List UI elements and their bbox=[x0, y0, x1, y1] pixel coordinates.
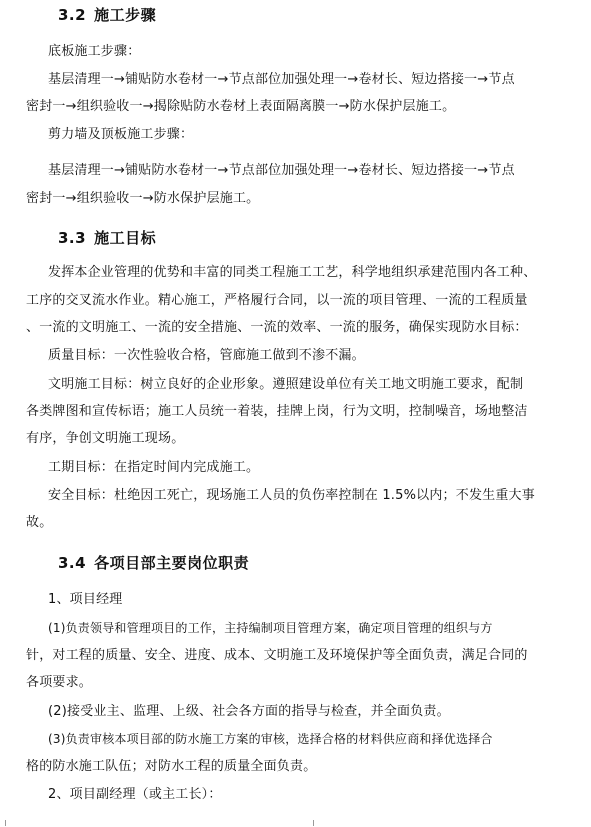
intro-line-3: 、一流的文明施工、一流的安全措施、一流的效率、一流的服务，确保实现防水目标： bbox=[26, 320, 528, 335]
safety-goal-line-1: 安全目标：杜绝因工死亡，现场施工人员的负伤率控制在 1.5%以内；不发生重大事 bbox=[48, 488, 535, 503]
section-title: 各项目部主要岗位职责 bbox=[94, 554, 250, 572]
page-corner-mark bbox=[5, 820, 12, 826]
wall-steps-label: 剪力墙及顶板施工步骤： bbox=[48, 127, 194, 142]
manager-heading: 1、项目经理 bbox=[48, 592, 123, 607]
manager-item-1-line-2: 针，对工程的质量、安全、进度、成本、文明施工及环境保护等全面负责，满足合同的 bbox=[26, 648, 528, 663]
civil-goal-line-3: 有序，争创文明施工现场。 bbox=[26, 431, 185, 446]
section-heading-3-4 bbox=[58, 552, 249, 573]
section-title: 施工步骤 bbox=[94, 6, 157, 24]
page-corner-mark bbox=[313, 820, 320, 826]
wall-steps-line-2: 密封一→组织验收一→防水保护层施工。 bbox=[26, 191, 260, 206]
manager-item-1-line-3: 各项要求。 bbox=[26, 675, 93, 690]
floor-steps-label: 底板施工步骤： bbox=[48, 44, 141, 59]
manager-item-3-line-2: 格的防水施工队伍；对防水工程的质量全面负责。 bbox=[26, 759, 317, 774]
section-number: 3.2 bbox=[58, 6, 87, 24]
civil-goal-line-1: 文明施工目标：树立良好的企业形象。遵照建设单位有关工地文明施工要求，配制 bbox=[48, 377, 524, 392]
safety-goal-line-2: 故。 bbox=[26, 515, 53, 530]
section-heading-3-3 bbox=[58, 227, 156, 248]
intro-line-2: 工序的交叉流水作业。精心施工，严格履行合同，以一流的项目管理、一流的工程质量 bbox=[26, 293, 528, 308]
deputy-manager-heading: 2、项目副经理（或主工长）： bbox=[48, 787, 222, 802]
manager-item-3-line-1: (3)负责审核本项目部的防水施工方案的审核，选择合格的材料供应商和择优选择合 bbox=[48, 732, 493, 746]
section-number: 3.4 bbox=[58, 554, 87, 572]
section-title: 施工目标 bbox=[94, 229, 157, 247]
schedule-goal: 工期目标：在指定时间内完成施工。 bbox=[48, 460, 260, 475]
floor-steps-line-2: 密封一→组织验收一→揭除贴防水卷材上表面隔离膜一→防水保护层施工。 bbox=[26, 99, 456, 114]
manager-item-1-line-1: (1)负责领导和管理项目的工作，主持编制项目管理方案，确定项目管理的组织与方 bbox=[48, 621, 493, 635]
manager-item-2: (2)接受业主、监理、上级、社会各方面的指导与检查，并全面负责。 bbox=[48, 704, 450, 719]
section-heading-3-2 bbox=[58, 4, 156, 25]
wall-steps-line-1: 基层清理一→铺贴防水卷材一→节点部位加强处理一→卷材长、短边搭接一→节点 bbox=[48, 163, 515, 178]
quality-goal: 质量目标：一次性验收合格，管廊施工做到不渗不漏。 bbox=[48, 348, 365, 363]
floor-steps-line-1: 基层清理一→铺贴防水卷材一→节点部位加强处理一→卷材长、短边搭接一→节点 bbox=[48, 72, 515, 87]
intro-line-1: 发挥本企业管理的优势和丰富的同类工程施工工艺，科学地组织承建范围内各工种、 bbox=[48, 265, 537, 280]
section-number: 3.3 bbox=[58, 229, 87, 247]
civil-goal-line-2: 各类牌图和宣传标语；施工人员统一着装，挂牌上岗，行为文明，控制噪音，场地整洁 bbox=[26, 404, 528, 419]
